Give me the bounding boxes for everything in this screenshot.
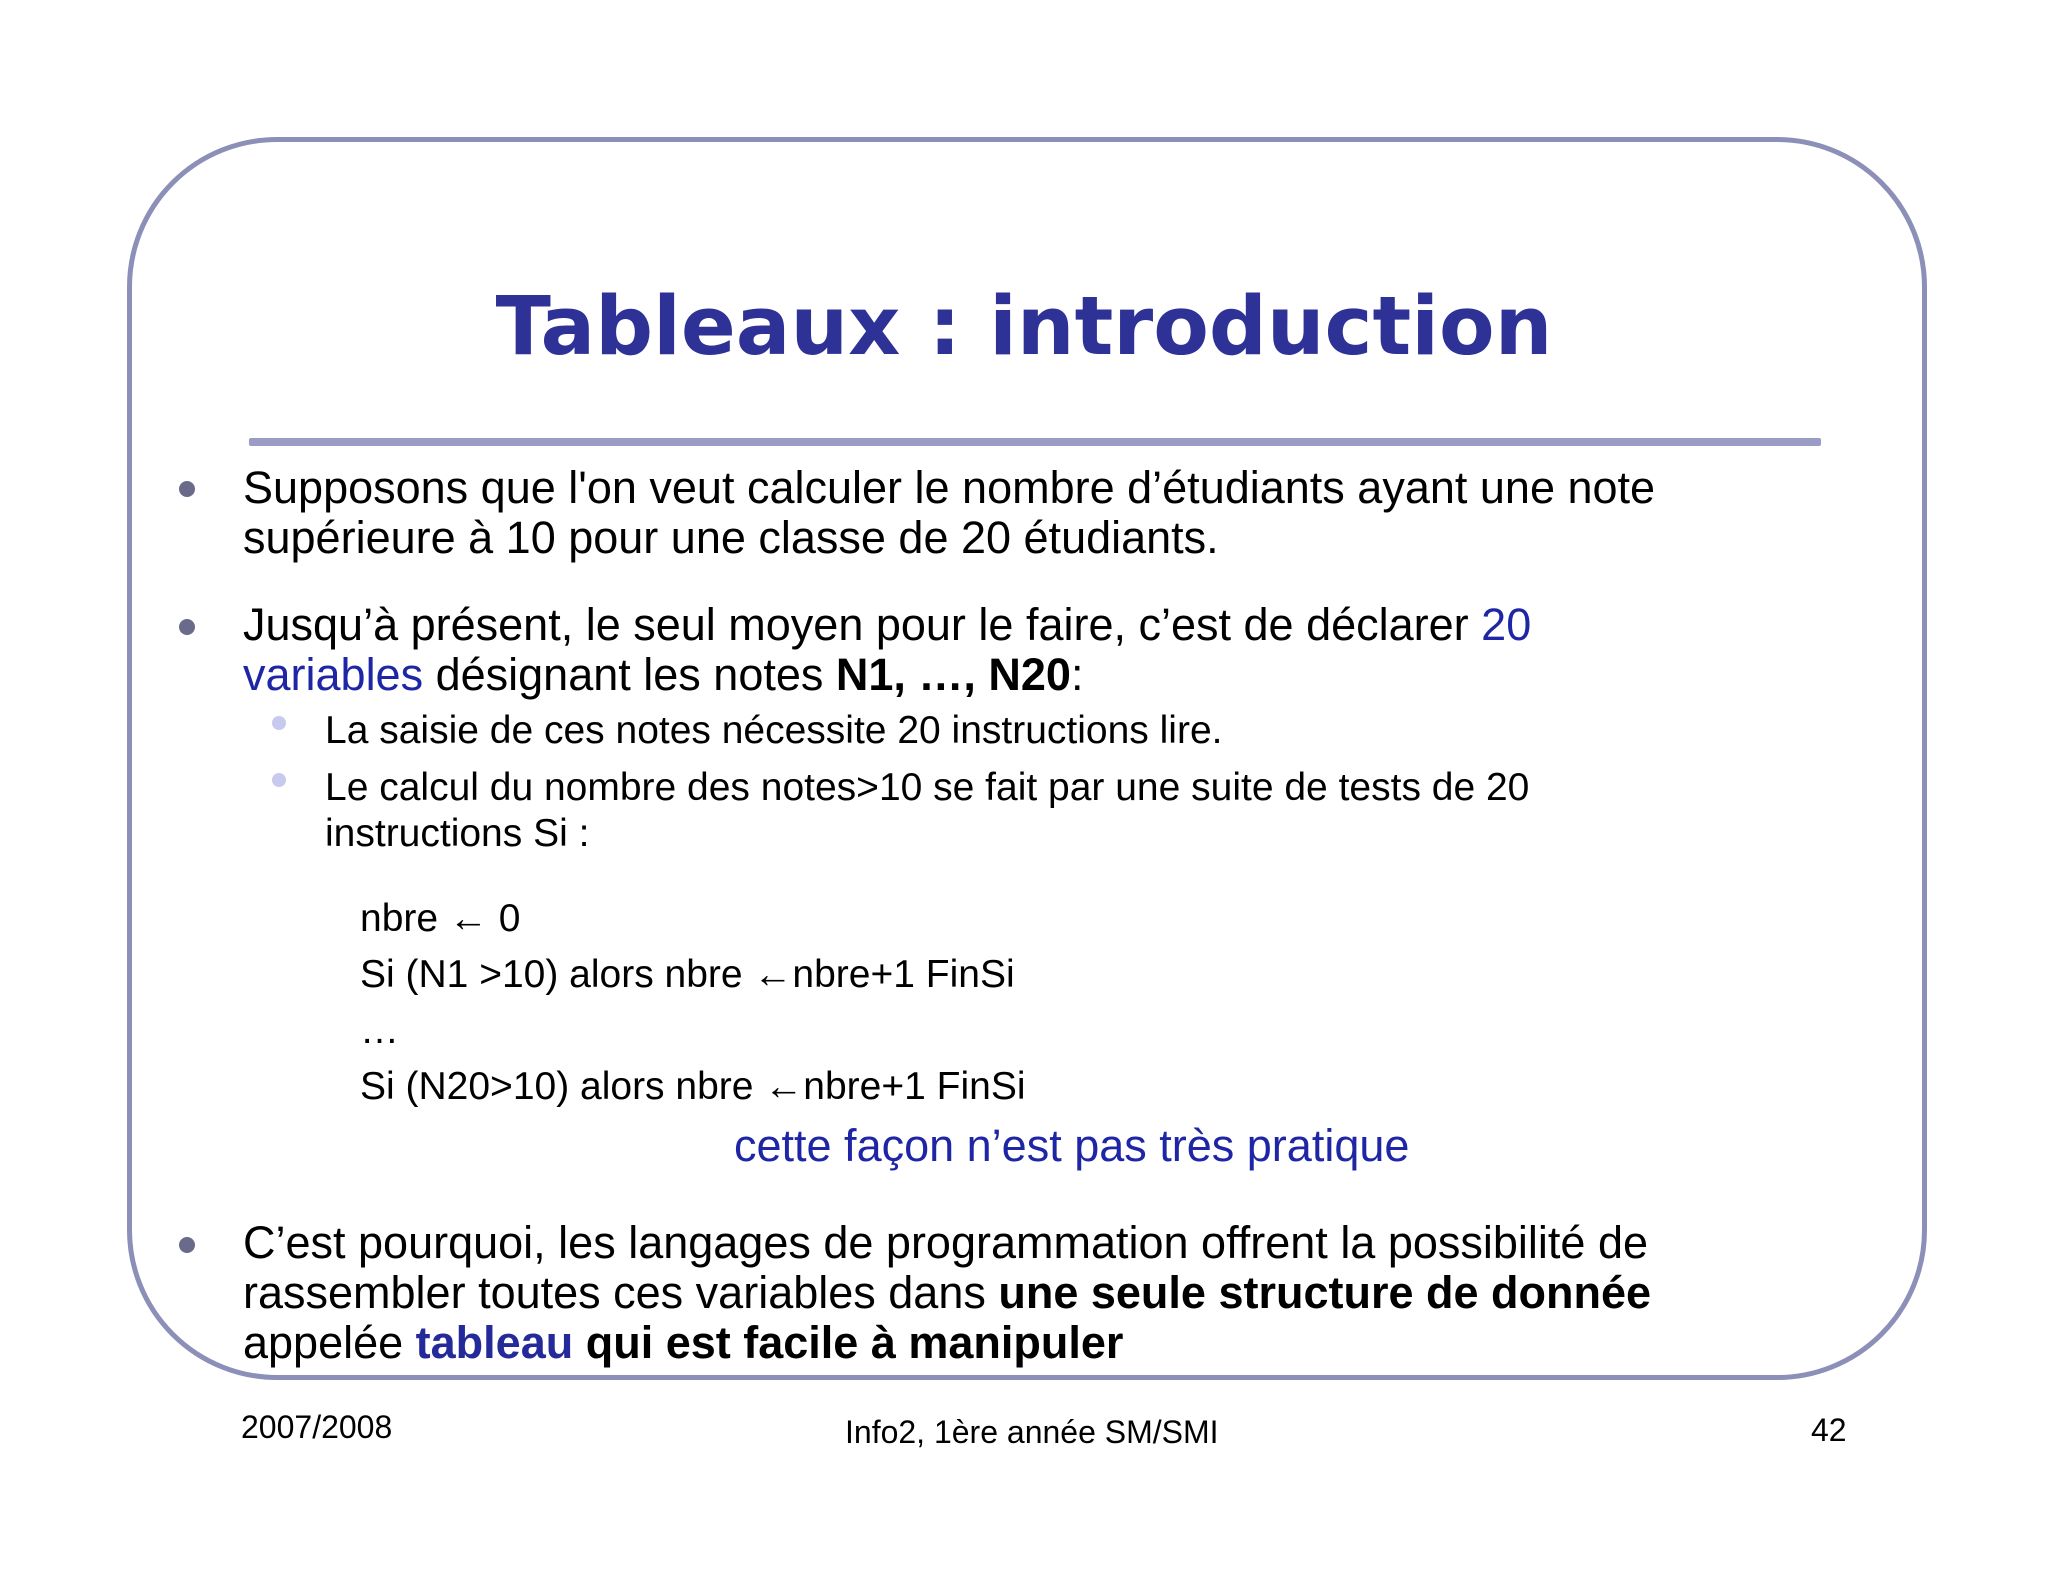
sub-bullet-2-line2: instructions Si : — [325, 812, 590, 855]
code-line-3: … — [360, 1009, 399, 1052]
bullet3-line2-text: rassembler toutes ces variables dans — [243, 1267, 999, 1318]
bullet1-line2: supérieure à 10 pour une classe de 20 étudiants. — [243, 512, 1219, 563]
bullet2-line1 — [243, 600, 1531, 650]
code-line-4: Si (N20>10) alors nbre ←nbre+1 FinSi — [360, 1065, 1026, 1108]
bullet1-line1: Supposons que l'on veut calculer le nombre d’étudiants ayant une note — [243, 462, 1656, 513]
bullet2-notes: N1, …, N20 — [835, 649, 1071, 700]
bullet3-line3 — [243, 1318, 1123, 1368]
bullet3-line3-text: appelée — [243, 1317, 416, 1368]
bullet2-colon: : — [1070, 649, 1084, 700]
sub-bullet-1: La saisie de ces notes nécessite 20 instructions lire. — [325, 709, 1223, 752]
bullet2-line1-text: Jusqu’à présent, le seul moyen pour le faire, c’est de déclarer — [243, 599, 1482, 650]
remark: cette façon n’est pas très pratique — [734, 1120, 1410, 1171]
bullet-dot-1 — [179, 481, 195, 497]
sub-bullet-dot-2 — [272, 773, 286, 787]
code-line-2: Si (N1 >10) alors nbre ←nbre+1 FinSi — [360, 953, 1015, 996]
bullet3-line2 — [243, 1268, 1651, 1318]
bullet-dot-3 — [179, 1237, 195, 1253]
bullet3-tableau: tableau — [415, 1317, 574, 1368]
footer-course: Info2, 1ère année SM/SMI — [845, 1414, 1219, 1450]
sub-bullet-2-line1: Le calcul du nombre des notes>10 se fait par une suite de tests de 20 — [325, 766, 1530, 809]
code-line-1: nbre ← 0 — [360, 897, 521, 940]
sub-bullet-dot-1 — [272, 716, 286, 730]
slide-title: Tableaux : introduction — [495, 280, 1553, 374]
footer-page-number: 42 — [1811, 1412, 1847, 1448]
bullet2-line2 — [243, 650, 1083, 700]
bullet3-line1: C’est pourquoi, les langages de programmation offrent la possibilité de — [243, 1217, 1648, 1268]
bullet2-variables: variables — [243, 649, 424, 700]
bullet-dot-2 — [179, 619, 195, 635]
bullet2-line2-text: désignant les notes — [423, 649, 836, 700]
bullet3-manipulate: qui est facile à manipuler — [573, 1317, 1124, 1368]
bullet3-structure: une seule structure de donnée — [998, 1267, 1652, 1318]
title-divider — [249, 438, 1821, 446]
footer-year: 2007/2008 — [241, 1409, 393, 1445]
bullet2-count: 20 — [1481, 599, 1532, 650]
